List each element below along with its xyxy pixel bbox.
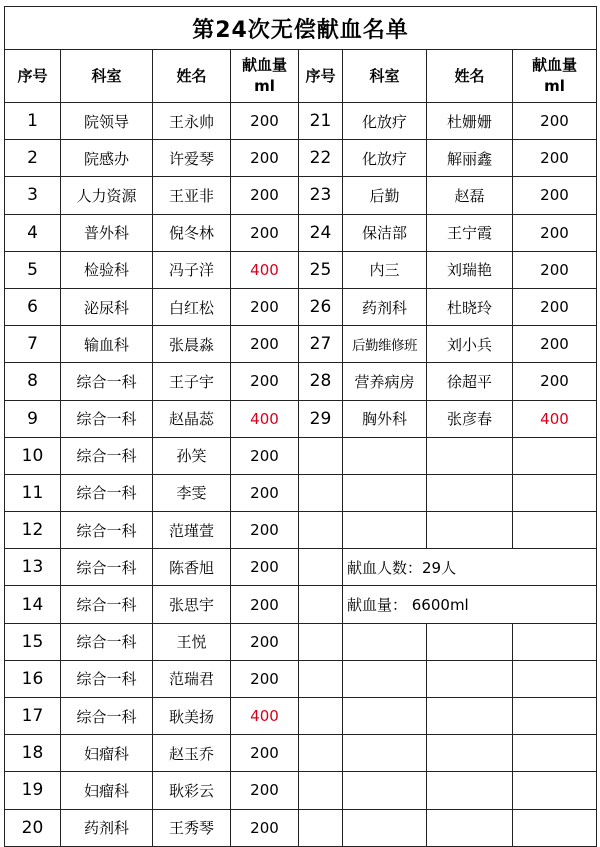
name-cell: 刘小兵 (427, 326, 513, 363)
table-row (5, 549, 597, 586)
volume-cell: 200 (513, 288, 597, 325)
empty-cell (513, 512, 597, 549)
seq-cell: 21 (299, 103, 343, 140)
volume-cell: 200 (231, 512, 299, 549)
empty-cell (427, 623, 513, 660)
header-dept-right: 科室 (343, 50, 427, 103)
seq-cell: 26 (299, 288, 343, 325)
volume-cell: 200 (231, 735, 299, 772)
name-cell: 赵磊 (427, 177, 513, 214)
volume-cell: 200 (231, 623, 299, 660)
empty-cell (343, 809, 427, 846)
name-cell: 张晨淼 (153, 326, 231, 363)
dept-cell: 营养病房 (343, 363, 427, 400)
volume-cell: 400 (231, 251, 299, 288)
seq-cell: 1 (5, 103, 61, 140)
seq-cell: 9 (5, 400, 61, 437)
table-row (5, 400, 597, 437)
name-cell: 白红松 (153, 288, 231, 325)
table-row (5, 474, 597, 511)
dept-cell: 胸外科 (343, 400, 427, 437)
empty-cell (427, 474, 513, 511)
table-row (5, 809, 597, 846)
seq-cell: 6 (5, 288, 61, 325)
dept-cell: 药剂科 (343, 288, 427, 325)
name-cell: 王永帅 (153, 103, 231, 140)
volume-cell: 200 (513, 177, 597, 214)
seq-cell: 25 (299, 251, 343, 288)
dept-cell: 输血科 (61, 326, 153, 363)
name-cell: 杜姗姗 (427, 103, 513, 140)
seq-cell: 14 (5, 586, 61, 623)
table-row (5, 623, 597, 660)
dept-cell: 综合一科 (61, 512, 153, 549)
empty-cell (513, 809, 597, 846)
empty-cell (513, 586, 597, 623)
seq-cell: 16 (5, 660, 61, 697)
empty-cell (343, 623, 427, 660)
header-name-left: 姓名 (153, 50, 231, 103)
dept-cell: 内三 (343, 251, 427, 288)
seq-cell: 2 (5, 140, 61, 177)
table-row (5, 698, 597, 735)
table-row (5, 437, 597, 474)
table-row (5, 177, 597, 214)
dept-cell: 后勤 (343, 177, 427, 214)
empty-cell (343, 735, 427, 772)
seq-cell: 8 (5, 363, 61, 400)
dept-cell: 综合一科 (61, 363, 153, 400)
volume-cell: 200 (231, 363, 299, 400)
name-cell: 范瑾萱 (153, 512, 231, 549)
volume-cell: 200 (231, 586, 299, 623)
empty-cell (427, 772, 513, 809)
table-row (5, 735, 597, 772)
empty-cell (299, 437, 343, 474)
name-cell: 刘瑞艳 (427, 251, 513, 288)
header-row (5, 50, 597, 103)
empty-cell (343, 772, 427, 809)
name-cell: 冯子洋 (153, 251, 231, 288)
empty-cell (427, 660, 513, 697)
seq-cell: 12 (5, 512, 61, 549)
name-cell: 王秀琴 (153, 809, 231, 846)
volume-cell: 200 (513, 140, 597, 177)
volume-cell: 200 (513, 251, 597, 288)
seq-cell: 20 (5, 809, 61, 846)
dept-cell: 化放疗 (343, 140, 427, 177)
empty-cell (513, 474, 597, 511)
header-name-right: 姓名 (427, 50, 513, 103)
dept-cell: 综合一科 (61, 549, 153, 586)
volume-cell: 200 (513, 326, 597, 363)
name-cell: 赵玉乔 (153, 735, 231, 772)
name-cell: 范瑞君 (153, 660, 231, 697)
empty-cell (299, 772, 343, 809)
header-volume-label: 献血量 (531, 56, 577, 74)
volume-cell: 200 (513, 103, 597, 140)
empty-cell (343, 512, 427, 549)
header-volume-right (513, 50, 597, 103)
seq-cell: 15 (5, 623, 61, 660)
table-row (5, 288, 597, 325)
summary-donor-count: 献血人数：29人 (343, 549, 513, 586)
dept-cell: 后勤维修班 (343, 326, 427, 363)
empty-cell (513, 623, 597, 660)
volume-cell: 200 (231, 326, 299, 363)
table-row (5, 512, 597, 549)
seq-cell: 11 (5, 474, 61, 511)
table-row (5, 660, 597, 697)
name-cell: 解丽鑫 (427, 140, 513, 177)
dept-cell: 综合一科 (61, 437, 153, 474)
dept-cell: 人力资源 (61, 177, 153, 214)
name-cell: 杜晓玲 (427, 288, 513, 325)
empty-cell (513, 698, 597, 735)
seq-cell: 18 (5, 735, 61, 772)
donor-table (4, 6, 597, 847)
name-cell: 张彦春 (427, 400, 513, 437)
table-row (5, 251, 597, 288)
header-dept-left: 科室 (61, 50, 153, 103)
volume-cell: 200 (231, 103, 299, 140)
volume-cell: 200 (231, 549, 299, 586)
volume-cell: 200 (231, 140, 299, 177)
volume-cell: 200 (231, 437, 299, 474)
seq-cell: 13 (5, 549, 61, 586)
header-volume-label: 献血量 (241, 56, 287, 74)
empty-cell (513, 660, 597, 697)
volume-cell: 200 (513, 363, 597, 400)
name-cell: 耿彩云 (153, 772, 231, 809)
seq-cell: 28 (299, 363, 343, 400)
volume-cell: 400 (513, 400, 597, 437)
header-volume-unit: ml (544, 77, 565, 95)
volume-cell: 400 (231, 400, 299, 437)
seq-cell: 29 (299, 400, 343, 437)
header-volume-left (231, 50, 299, 103)
volume-cell: 200 (231, 177, 299, 214)
dept-cell: 院感办 (61, 140, 153, 177)
seq-cell: 10 (5, 437, 61, 474)
volume-cell: 200 (231, 772, 299, 809)
empty-cell (427, 698, 513, 735)
dept-cell: 综合一科 (61, 660, 153, 697)
empty-cell (427, 809, 513, 846)
table-row (5, 103, 597, 140)
table-row (5, 772, 597, 809)
empty-cell (343, 474, 427, 511)
name-cell: 徐超平 (427, 363, 513, 400)
header-seq-right: 序号 (299, 50, 343, 103)
name-cell: 陈香旭 (153, 549, 231, 586)
seq-cell: 24 (299, 214, 343, 251)
table-row (5, 326, 597, 363)
dept-cell: 综合一科 (61, 623, 153, 660)
page-title: 第24次无偿献血名单 (5, 7, 597, 50)
dept-cell: 综合一科 (61, 586, 153, 623)
table-row (5, 140, 597, 177)
volume-cell: 200 (231, 809, 299, 846)
empty-cell (299, 474, 343, 511)
name-cell: 赵晶蕊 (153, 400, 231, 437)
seq-cell: 27 (299, 326, 343, 363)
name-cell: 王宁霞 (427, 214, 513, 251)
empty-cell (513, 735, 597, 772)
empty-cell (299, 660, 343, 697)
dept-cell: 综合一科 (61, 400, 153, 437)
empty-cell (299, 809, 343, 846)
dept-cell: 保洁部 (343, 214, 427, 251)
volume-cell: 400 (231, 698, 299, 735)
seq-cell: 4 (5, 214, 61, 251)
dept-cell: 泌尿科 (61, 288, 153, 325)
volume-cell: 200 (231, 474, 299, 511)
name-cell: 孙笑 (153, 437, 231, 474)
dept-cell: 妇瘤科 (61, 772, 153, 809)
dept-cell: 院领导 (61, 103, 153, 140)
dept-cell: 药剂科 (61, 809, 153, 846)
name-cell: 许爱琴 (153, 140, 231, 177)
name-cell: 耿美扬 (153, 698, 231, 735)
dept-cell: 检验科 (61, 251, 153, 288)
empty-cell (299, 698, 343, 735)
name-cell: 倪冬林 (153, 214, 231, 251)
table-row (5, 586, 597, 623)
empty-cell (299, 512, 343, 549)
header-seq-left: 序号 (5, 50, 61, 103)
dept-cell: 普外科 (61, 214, 153, 251)
empty-cell (427, 512, 513, 549)
name-cell: 王子宇 (153, 363, 231, 400)
empty-cell (513, 772, 597, 809)
donor-list-sheet (4, 6, 596, 847)
empty-cell (427, 735, 513, 772)
empty-cell (427, 437, 513, 474)
empty-cell (343, 660, 427, 697)
header-volume-unit: ml (254, 77, 275, 95)
summary-total-volume: 献血量： 6600ml (343, 586, 513, 623)
empty-cell (343, 698, 427, 735)
empty-cell (513, 437, 597, 474)
empty-cell (299, 735, 343, 772)
name-cell: 李雯 (153, 474, 231, 511)
volume-cell: 200 (513, 214, 597, 251)
empty-cell (299, 549, 343, 586)
dept-cell: 综合一科 (61, 474, 153, 511)
seq-cell: 3 (5, 177, 61, 214)
table-row (5, 363, 597, 400)
name-cell: 张思宇 (153, 586, 231, 623)
seq-cell: 17 (5, 698, 61, 735)
volume-cell: 200 (231, 288, 299, 325)
empty-cell (343, 437, 427, 474)
dept-cell: 化放疗 (343, 103, 427, 140)
empty-cell (299, 586, 343, 623)
name-cell: 王悦 (153, 623, 231, 660)
volume-cell: 200 (231, 660, 299, 697)
seq-cell: 22 (299, 140, 343, 177)
empty-cell (299, 623, 343, 660)
dept-cell: 综合一科 (61, 698, 153, 735)
seq-cell: 19 (5, 772, 61, 809)
empty-cell (513, 549, 597, 586)
seq-cell: 5 (5, 251, 61, 288)
seq-cell: 23 (299, 177, 343, 214)
table-row (5, 214, 597, 251)
dept-cell: 妇瘤科 (61, 735, 153, 772)
name-cell: 王亚非 (153, 177, 231, 214)
seq-cell: 7 (5, 326, 61, 363)
volume-cell: 200 (231, 214, 299, 251)
